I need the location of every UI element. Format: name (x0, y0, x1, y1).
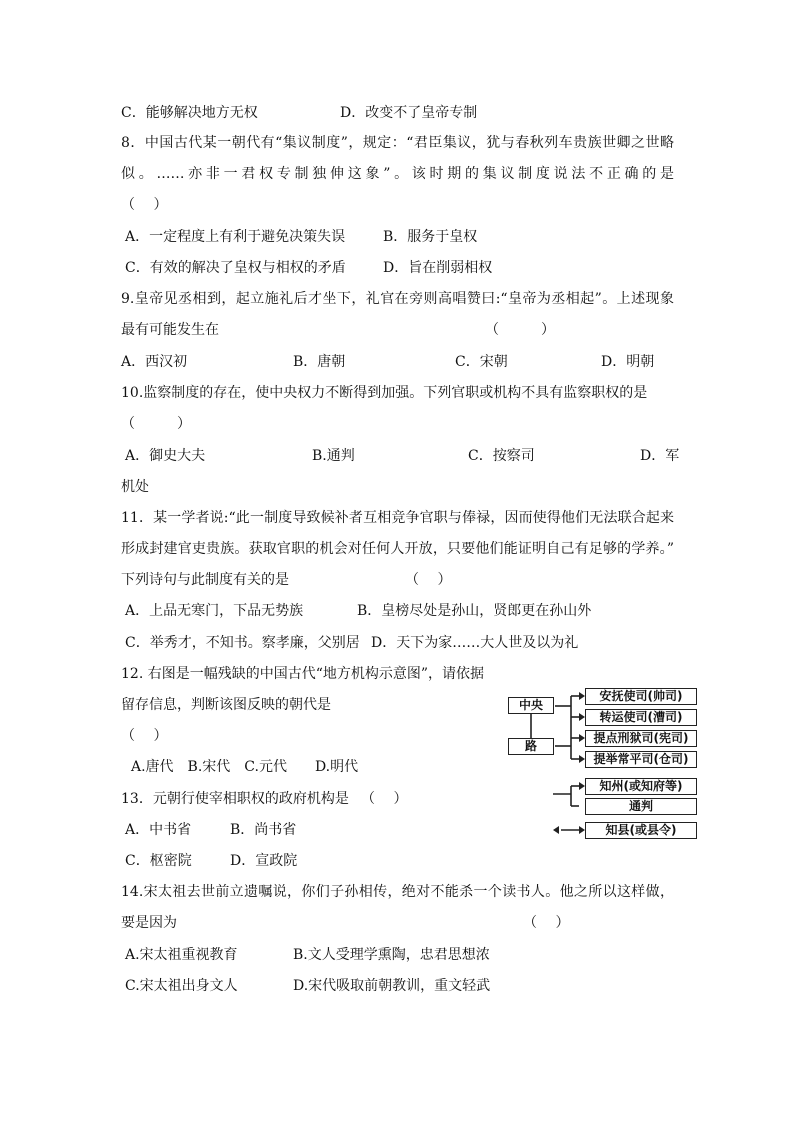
office-box-zhuanyun: 转运使司(漕司) (585, 709, 697, 726)
q12-options: A.唐代 B.宋代 C.元代 D.明代 (131, 759, 359, 775)
q10-answer-bracket: （ ） (121, 416, 191, 432)
q9-stem-line1: 9.皇帝见丞相到，起立施礼后才坐下，礼官在旁则高唱赞曰:“皇帝为丞相起”。上述现象 (121, 291, 674, 307)
q13-option-d: D．宣政院 (230, 853, 298, 869)
circuit-box: 路 (508, 738, 554, 755)
q12-answer-bracket: （ ） (121, 728, 168, 744)
local-administration-diagram (495, 680, 705, 845)
q9-option-d: D．明朝 (601, 354, 655, 370)
prefecture-box: 知州(或知府等) (585, 778, 697, 795)
q14-answer-bracket: （ ） (523, 915, 570, 931)
q9-answer-bracket: （ ） (485, 322, 555, 338)
q13-stem-line1: 13．元朝行使宰相职权的政府机构是 (121, 791, 349, 807)
q10-option-c: C．按察司 (468, 448, 535, 464)
q11-answer-bracket: （ ） (405, 572, 452, 588)
q12-stem-line1: 12. 右图是一幅残缺的中国古代“地方机构示意图”，请依据 (121, 666, 485, 682)
office-box-tiju-changping: 提举常平司(仓司) (585, 751, 697, 768)
q8-stem-line1: 8．中国古代某一朝代有“集议制度”，规定：“君臣集议，犹与春秋列车贵族世卿之世略 (121, 135, 674, 151)
q11-option-d: D．天下为家……大人世及以为礼 (371, 635, 579, 651)
q14-option-c: C.宋太祖出身文人 (125, 978, 238, 994)
q8-option-c: C．有效的解决了皇权与相权的矛盾 (125, 260, 346, 276)
q14-stem-line1: 14.宋太祖去世前立遗嘱说，你们子孙相传，绝对不能杀一个读书人。他之所以这样做， (121, 884, 674, 900)
q14-stem-line2: 要是因为 (121, 915, 177, 931)
q8-option-d: D．旨在削弱相权 (383, 260, 493, 276)
q13-option-b: B．尚书省 (230, 822, 297, 838)
q13-option-a: A．中书省 (125, 822, 192, 838)
q13-answer-bracket: （ ） (361, 791, 408, 807)
q11-option-b: B．皇榜尽处是孙山，贤郎更在孙山外 (357, 603, 592, 619)
county-box: 知县(或县令) (585, 822, 697, 839)
q10-option-a: A．御史大夫 (125, 448, 206, 464)
q8-option-a: A．一定程度上有利于避免决策失误 (125, 229, 346, 245)
q14-option-b: B.文人受理学熏陶，忠君思想浓 (293, 947, 490, 963)
office-box-anfu: 安抚使司(帅司) (585, 688, 697, 705)
q10-option-d: D．军 (640, 448, 680, 464)
office-box-tidian-xingyu: 提点刑狱司(宪司) (585, 730, 697, 747)
q9-stem-line2: 最有可能发生在 (121, 322, 219, 338)
q14-option-a: A.宋太祖重视教育 (125, 947, 238, 963)
q7-option-d: D．改变不了皇帝专制 (340, 105, 478, 121)
q8-stem-line2: 似。……亦非一君权专制独伸这象”。该时期的集议制度说法不正确的是 (121, 166, 674, 182)
q10-stem-line1: 10.监察制度的存在，使中央权力不断得到加强。下列官职或机构不具有监察职权的是 (121, 385, 648, 401)
q13-option-c: C．枢密院 (125, 853, 192, 869)
q12-stem-line2: 留存信息，判断该图反映的朝代是 (121, 697, 331, 713)
q11-stem-line2: 形成封建官吏贵族。获取官职的机会对任何人开放，只要他们能证明自己有足够的学养。” (121, 541, 674, 557)
q9-option-a: A．西汉初 (121, 354, 188, 370)
tongpan-box: 通判 (585, 798, 697, 815)
q9-option-b: B．唐朝 (293, 354, 346, 370)
q11-stem-line3: 下列诗句与此制度有关的是 (121, 572, 289, 588)
q10-option-d-continued: 机处 (121, 479, 149, 495)
q8-option-b: B．服务于皇权 (383, 229, 478, 245)
q9-option-c: C．宋朝 (455, 354, 508, 370)
q10-option-b: B.通判 (312, 448, 355, 464)
q14-option-d: D.宋代吸取前朝教训，重文轻武 (293, 978, 491, 994)
q11-option-a: A．上品无寒门，下品无势族 (125, 603, 304, 619)
q8-answer-bracket: （ ） (121, 197, 168, 213)
central-box: 中央 (508, 697, 554, 714)
q11-option-c: C．举秀才，不知书。察孝廉，父别居 (125, 635, 360, 651)
q7-option-c: C．能够解决地方无权 (121, 105, 258, 121)
q11-stem-line1: 11．某一学者说:“此一制度导致候补者互相竞争官职与俸禄，因而使得他们无法联合起来 (121, 510, 674, 526)
